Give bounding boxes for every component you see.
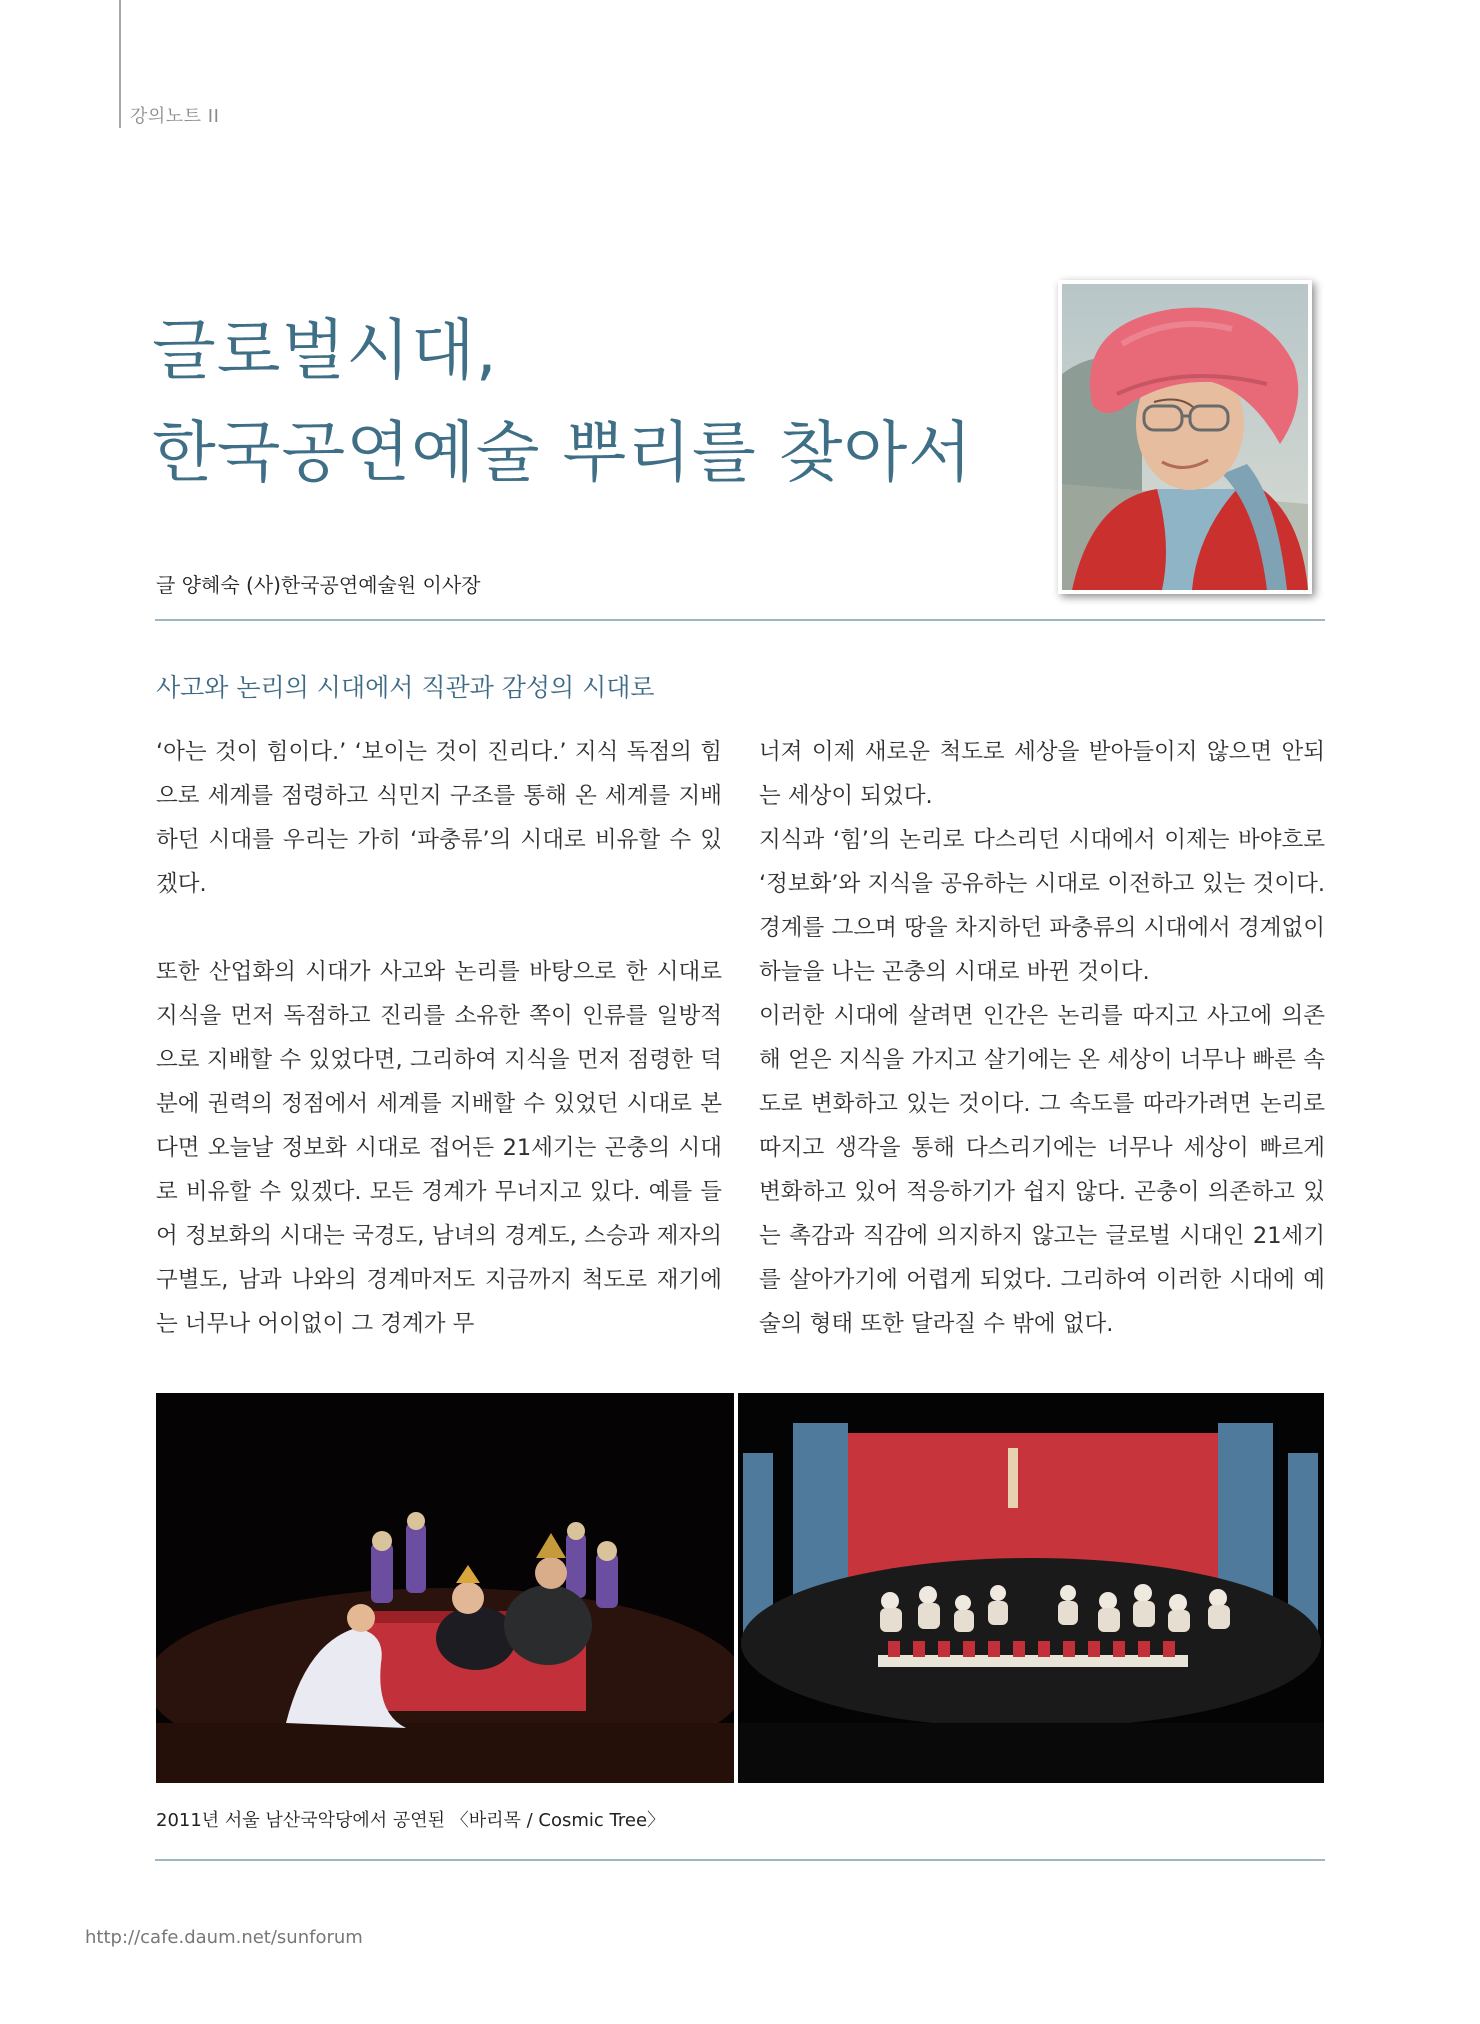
- section-subheading: 사고와 논리의 시대에서 직관과 감성의 시대로: [156, 673, 655, 702]
- title-line-1: 글로벌시대,: [152, 312, 498, 389]
- author-portrait: [1058, 280, 1312, 594]
- stage-scene-image: [156, 1393, 734, 1783]
- left-column: [156, 730, 722, 1346]
- byline: 글 양혜숙 (사)한국공연예술원 이사장: [156, 573, 481, 597]
- header-rule: [119, 0, 121, 128]
- section-label: 강의노트 II: [130, 106, 220, 127]
- right-column: [759, 730, 1325, 1346]
- paragraph: 지식과 ‘힘’의 논리로 다스리던 시대에서 이제는 바야흐로 ‘정보화’와 지식을 공유하는 시대로 이전하고 있는 것이다. 경계를 그으며 땅을 차지하던 파충류의 시대에서 경계없이 하늘을 나는 곤충의 시대로 바뀐 것이다.: [759, 827, 1325, 985]
- photo-caption: 2011년 서울 남산국악당에서 공연된 〈바리목 / Cosmic Tree〉: [156, 1810, 666, 1831]
- paragraph: 너져 이제 새로운 척도로 세상을 받아들이지 않으면 안되는 세상이 되었다.: [759, 739, 1325, 809]
- footer-url: http://cafe.daum.net/sunforum: [85, 1927, 363, 1948]
- performance-photo-left: [156, 1393, 734, 1783]
- top-divider: [155, 619, 1325, 621]
- performance-photo-right: [738, 1393, 1324, 1783]
- stage-wide-image: [738, 1393, 1324, 1783]
- paragraph: ‘아는 것이 힘이다.’ ‘보이는 것이 진리다.’ 지식 독점의 힘으로 세계를 점령하고 식민지 구조를 통해 온 세계를 지배하던 시대를 우리는 가히 ‘파충류’의 시대로 비유할 수 있겠다.: [156, 739, 722, 897]
- paragraph: 또한 산업화의 시대가 사고와 논리를 바탕으로 한 시대로 지식을 먼저 독점하고 진리를 소유한 쪽이 인류를 일방적으로 지배할 수 있었다면, 그리하여 지식을 먼저 점령한 덕분에 권력의 정점에서 세계를 지배할 수 있었던 시대로 본다면 오늘날 정보화 시대로 접어든 21세기는 곤충의 시대로 비유할 수 있겠다. 모든 경계가 무너지고 있다. 예를 들어 정보화의 시대는 국경도, 남녀의 경계도, 스승과 제자의 구별도, 남과 나와의 경계마저도 지금까지 척도로 재기에는 너무나 어이없이 그 경계가 무: [156, 959, 722, 1337]
- article-title: [152, 300, 973, 504]
- author-portrait-image: [1062, 284, 1308, 590]
- paragraph-gap: [156, 906, 722, 950]
- paragraph: 이러한 시대에 살려면 인간은 논리를 따지고 사고에 의존해 얻은 지식을 가지고 살기에는 온 세상이 너무나 빠른 속도로 변화하고 있는 것이다. 그 속도를 따라가려면 논리로 따지고 생각을 통해 다스리기에는 너무나 세상이 빠르게 변화하고 있어 적응하기가 쉽지 않다. 곤충이 의존하고 있는 촉감과 직감에 의지하지 않고는 글로벌 시대인 21세기를 살아가기에 어렵게 되었다. 그리하여 이러한 시대에 예술의 형태 또한 달라질 수 밖에 없다.: [759, 1003, 1325, 1337]
- title-line-2: 한국공연예술 뿌리를 찾아서: [152, 414, 974, 491]
- bottom-divider: [155, 1859, 1325, 1861]
